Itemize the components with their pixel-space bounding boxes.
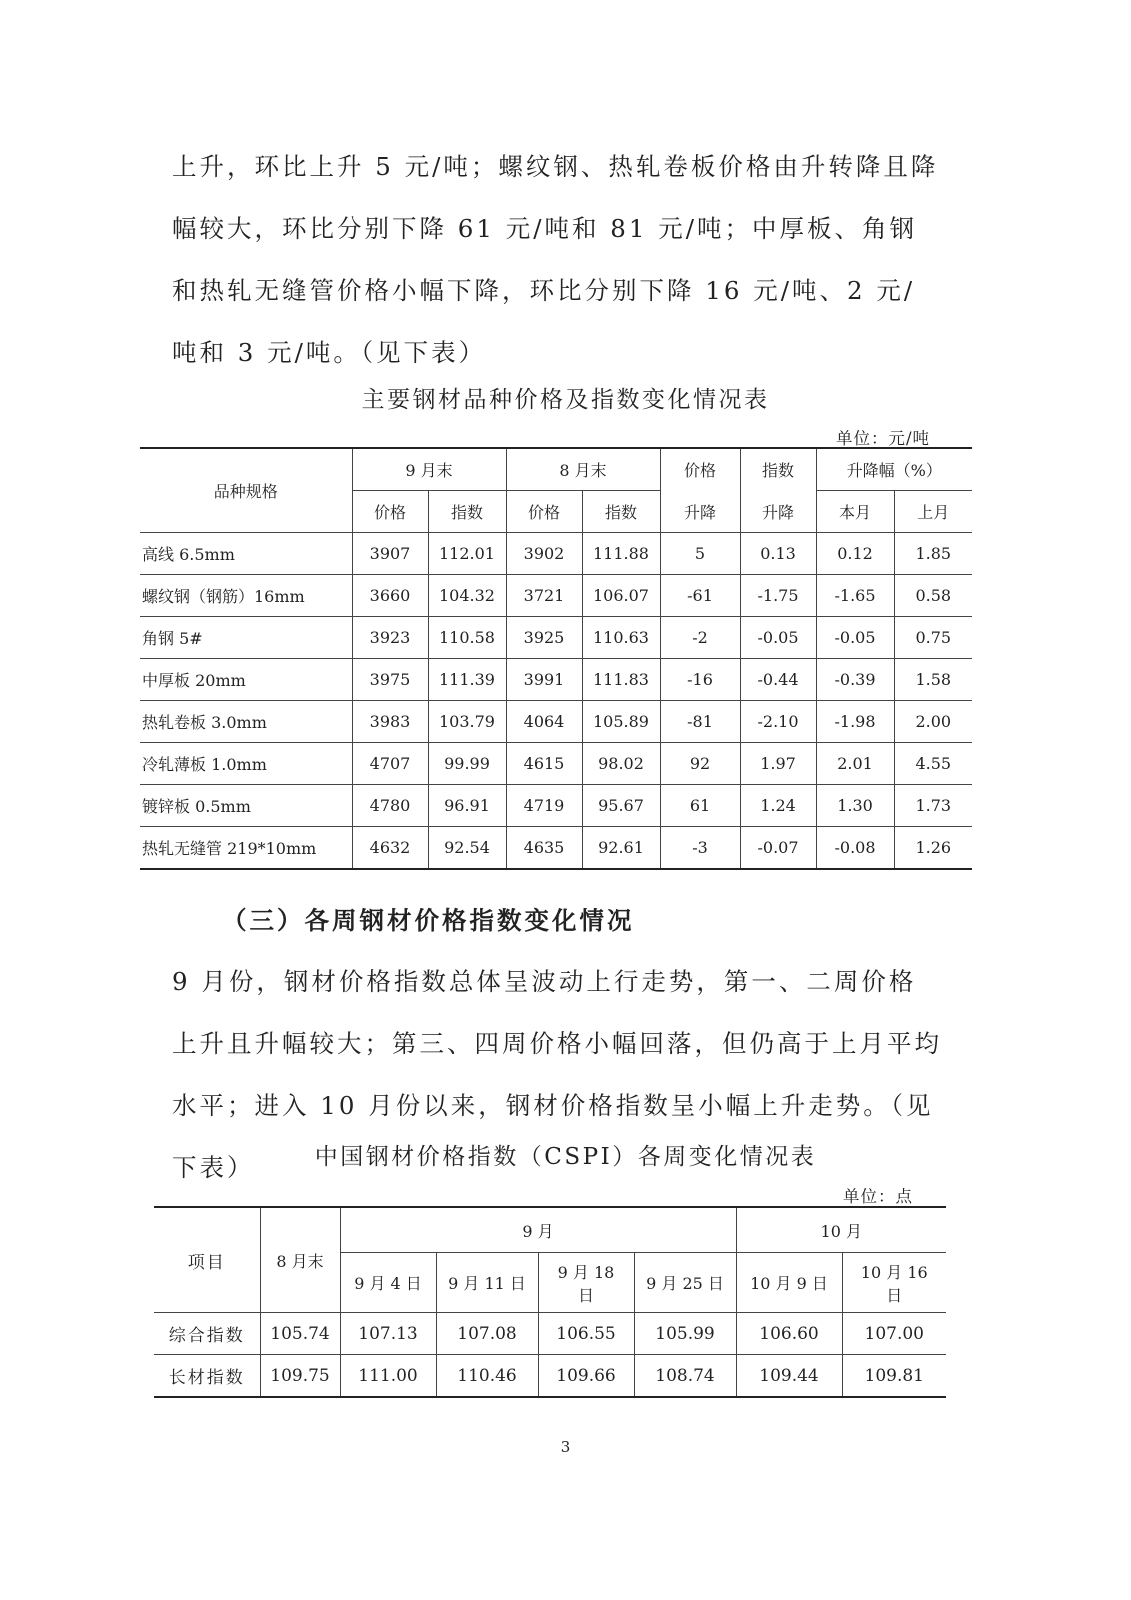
cell: 2.01	[816, 743, 894, 785]
cell: 95.67	[582, 785, 660, 827]
cell: 3975	[352, 659, 428, 701]
header-index-change-top: 指数	[740, 448, 816, 491]
cell: 4632	[352, 827, 428, 870]
cell: 109.66	[538, 1355, 634, 1398]
cell: 高线 6.5mm	[140, 533, 352, 575]
cell: 4719	[506, 785, 582, 827]
table-row	[140, 617, 972, 659]
header-sep-end: 9 月末	[352, 448, 506, 491]
cell: -1.75	[740, 575, 816, 617]
cell: 热轧卷板 3.0mm	[140, 701, 352, 743]
cell: 镀锌板 0.5mm	[140, 785, 352, 827]
table-row	[154, 1313, 946, 1355]
table2-caption: 中国钢材价格指数（CSPI）各周变化情况表	[314, 1144, 817, 1170]
header-pct-change: 升降幅（%）	[816, 448, 972, 491]
cell: 1.97	[740, 743, 816, 785]
table-row	[140, 659, 972, 701]
cell: 2.00	[894, 701, 972, 743]
cell: 109.44	[736, 1355, 842, 1398]
header-sep: 9 月	[340, 1207, 736, 1253]
cell: 0.58	[894, 575, 972, 617]
cell: 111.88	[582, 533, 660, 575]
cell: 3902	[506, 533, 582, 575]
cell: 92.61	[582, 827, 660, 870]
cspi-weekly-table	[154, 1206, 946, 1398]
header-price-change-bottom: 升降	[660, 491, 740, 533]
cell: 1.58	[894, 659, 972, 701]
cell: 3991	[506, 659, 582, 701]
cell: 108.74	[634, 1355, 736, 1398]
steel-price-table	[140, 447, 972, 870]
cell: 4.55	[894, 743, 972, 785]
header-aug-end: 8 月末	[260, 1207, 340, 1313]
cell: 4707	[352, 743, 428, 785]
cell: 3983	[352, 701, 428, 743]
table-row	[140, 533, 972, 575]
cell: 3923	[352, 617, 428, 659]
cell: 107.13	[340, 1313, 436, 1355]
cell: -0.44	[740, 659, 816, 701]
header-variety: 品种规格	[140, 448, 352, 533]
cell: 0.12	[816, 533, 894, 575]
cell: 中厚板 20mm	[140, 659, 352, 701]
cell: -2.10	[740, 701, 816, 743]
header-item: 项目	[154, 1207, 260, 1313]
header-price-change-top: 价格	[660, 448, 740, 491]
header-week: 10 月 16 日	[842, 1253, 946, 1313]
cell: -0.07	[740, 827, 816, 870]
cell: 98.02	[582, 743, 660, 785]
cell: 4635	[506, 827, 582, 870]
cell: 热轧无缝管 219*10mm	[140, 827, 352, 870]
cell: 4615	[506, 743, 582, 785]
cell: -81	[660, 701, 740, 743]
cell: 1.24	[740, 785, 816, 827]
table-row	[140, 701, 972, 743]
body-paragraph-2: 9 月份，钢材价格指数总体呈波动上行走势，第一、二周价格上升且升幅较大；第三、四周价格小幅回落，但仍高于上月平均水平；进入 10 月份以来，钢材价格指数呈小幅上升走势。（见下表）	[172, 967, 942, 1182]
cell: 106.55	[538, 1313, 634, 1355]
cell: 4064	[506, 701, 582, 743]
cell: 4780	[352, 785, 428, 827]
cell: 61	[660, 785, 740, 827]
cell: 3660	[352, 575, 428, 617]
cell: -16	[660, 659, 740, 701]
header-aug-end: 8 月末	[506, 448, 660, 491]
cell: 1.73	[894, 785, 972, 827]
header-index-change-bottom: 升降	[740, 491, 816, 533]
cell: -0.05	[740, 617, 816, 659]
cell: 99.99	[428, 743, 506, 785]
cell: 104.32	[428, 575, 506, 617]
cell: -3	[660, 827, 740, 870]
cell: 3925	[506, 617, 582, 659]
cell: 107.08	[436, 1313, 538, 1355]
cell: 1.85	[894, 533, 972, 575]
cell: 103.79	[428, 701, 506, 743]
cell: 3721	[506, 575, 582, 617]
header-week: 10 月 9 日	[736, 1253, 842, 1313]
header-week: 9 月 18 日	[538, 1253, 634, 1313]
cell: 92	[660, 743, 740, 785]
cell: 106.07	[582, 575, 660, 617]
cell: 107.00	[842, 1313, 946, 1355]
cell: 105.89	[582, 701, 660, 743]
header-oct: 10 月	[736, 1207, 946, 1253]
cell: 综合指数	[154, 1313, 260, 1355]
cell: 110.63	[582, 617, 660, 659]
header-week: 9 月 25 日	[634, 1253, 736, 1313]
cell: 3907	[352, 533, 428, 575]
cell: 0.13	[740, 533, 816, 575]
cell: 105.74	[260, 1313, 340, 1355]
cell: 冷轧薄板 1.0mm	[140, 743, 352, 785]
table1-unit: 单位：元/吨	[836, 429, 931, 448]
cell: -61	[660, 575, 740, 617]
cell: -2	[660, 617, 740, 659]
header-aug-price: 价格	[506, 491, 582, 533]
table2-unit: 单位：点	[843, 1187, 913, 1206]
page-number: 3	[560, 1438, 571, 1456]
cell: -1.65	[816, 575, 894, 617]
cell: 110.58	[428, 617, 506, 659]
cell: 96.91	[428, 785, 506, 827]
table-row	[140, 743, 972, 785]
cell: 109.75	[260, 1355, 340, 1398]
cell: 111.83	[582, 659, 660, 701]
cell: 0.75	[894, 617, 972, 659]
header-aug-index: 指数	[582, 491, 660, 533]
header-sep-index: 指数	[428, 491, 506, 533]
cell: 106.60	[736, 1313, 842, 1355]
cell: 螺纹钢（钢筋）16mm	[140, 575, 352, 617]
cell: 长材指数	[154, 1355, 260, 1398]
table-row	[140, 785, 972, 827]
header-week: 9 月 11 日	[436, 1253, 538, 1313]
cell: 112.01	[428, 533, 506, 575]
body-paragraph-1: 上升，环比上升 5 元/吨；螺纹钢、热轧卷板价格由升转降且降幅较大，环比分别下降 61 元/吨和 81 元/吨；中厚板、角钢和热轧无缝管价格小幅下降，环比分别下降 16 元/吨、2 元/吨和 3 元/吨。（见下表）	[172, 152, 939, 367]
cell: 105.99	[634, 1313, 736, 1355]
table1-caption: 主要钢材品种价格及指数变化情况表	[361, 387, 770, 413]
cell: 1.30	[816, 785, 894, 827]
header-week: 9 月 4 日	[340, 1253, 436, 1313]
cell: 111.39	[428, 659, 506, 701]
cell: 110.46	[436, 1355, 538, 1398]
cell: -0.05	[816, 617, 894, 659]
cell: -1.98	[816, 701, 894, 743]
table-row	[140, 575, 972, 617]
cell: -0.39	[816, 659, 894, 701]
cell: 111.00	[340, 1355, 436, 1398]
cell: 109.81	[842, 1355, 946, 1398]
header-sep-price: 价格	[352, 491, 428, 533]
cell: 92.54	[428, 827, 506, 870]
header-last-month: 上月	[894, 491, 972, 533]
cell: 角钢 5#	[140, 617, 352, 659]
header-this-month: 本月	[816, 491, 894, 533]
cell: 5	[660, 533, 740, 575]
cell: -0.08	[816, 827, 894, 870]
cell: 1.26	[894, 827, 972, 870]
section-heading: （三）各周钢材价格指数变化情况	[222, 906, 635, 935]
table-row	[140, 827, 972, 870]
table-row	[154, 1355, 946, 1398]
